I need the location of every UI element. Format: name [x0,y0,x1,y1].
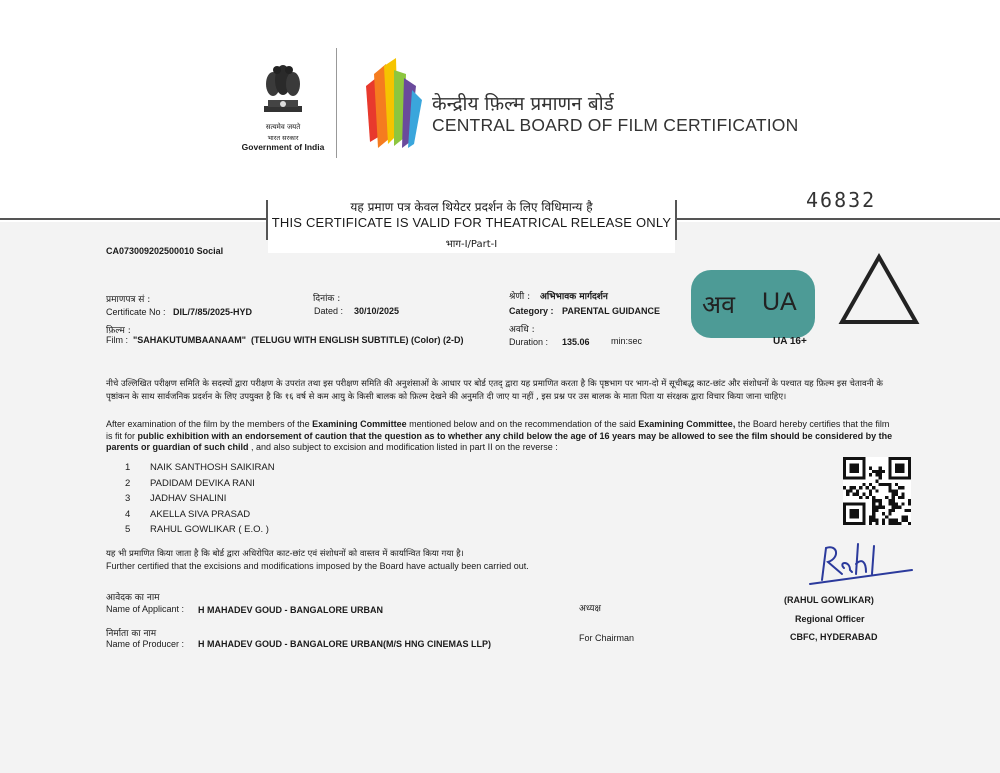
government-emblem [258,60,308,122]
cert-no-label-hindi: प्रमाणपत्र सं : [106,295,151,305]
film-label: Film : [106,335,128,345]
cbfc-logo [364,56,424,156]
film-label-hindi: फ़िल्म : [106,326,131,336]
date-value: 30/10/2025 [354,306,400,316]
applicant-label-hindi: आवेदक का नाम [106,593,160,603]
chairman-hindi: अध्यक्ष [579,604,601,614]
rating-badge-english: UA [762,288,797,316]
list-item: 4 AKELLA SIVA PRASAD [125,508,251,520]
applicant-label: Name of Applicant : [106,604,185,614]
category-label: Category : [509,306,554,316]
further-certified-english: Further certified that the excisions and modifications imposed by the Board have actually been carried out. [106,561,529,571]
committee-members-list [125,460,275,538]
date-label-hindi: दिनांक : [313,294,341,304]
banner-rule-left [0,218,268,220]
producer-label-hindi: निर्माता का नाम [106,629,157,639]
signatory-title: Regional Officer [795,614,865,624]
cert-no-label: Certificate No : [106,307,166,317]
applicant-value: H MAHADEV GOUD - BANGALORE URBAN [198,605,383,615]
hindi-certification-text: नीचे उल्लिखित परीक्षण समिति के सदस्यों द्वारा परीक्षण के उपरांत तथा इस परीक्षण समिति की अनुशंसाओं के आधार पर बोर्ड एतद् द्वारा यह प्रमाणित करता है कि पृष्ठभाग पर भाग-दो में सूचीबद्ध काट-छांट और संशोधनों के पश्चात यह फ़िल्म इस चेतावनी के पृष्ठांकन के साथ सार्वजनिक प्रदर्शन के लिए उपयुक्त है कि १६ वर्ष से कम आयु के किसी बालक को फ़िल्म देखने की अनुमति दी जाए या नहीं , इस प्रश्न पर उस बालक के माता पिता या संरक्षक द्वारा विचार किया जाना चाहिए। [106,379,883,402]
board-name-english: CENTRAL BOARD OF FILM CERTIFICATION [432,115,799,135]
duration-label-hindi: अवधि : [509,325,535,335]
duration-label: Duration : [509,337,549,347]
rating-badge-hindi: अव [702,290,736,319]
category-label-hindi: श्रेणी : [509,292,531,302]
govt-hindi: भारत सरकार [267,134,299,142]
govt-english: Government of India [241,142,325,152]
signatory-office: CBFC, HYDERABAD [790,632,878,642]
producer-label: Name of Producer : [106,639,185,649]
producer-value: H MAHADEV GOUD - BANGALORE URBAN(M/S HNG CINEMAS LLP) [198,639,491,649]
banner-rule-right [675,218,1000,220]
further-certified-hindi: यह भी प्रमाणित किया जाता है कि बोर्ड द्वारा अधिरोपित काट-छांट एवं संशोधनों को वास्तव में कार्यान्वित किया गया है। [106,549,464,559]
signature [808,540,918,590]
category-value-hindi: अभिभावक मार्गदर्शन [540,292,608,302]
film-value: "SAHAKUTUMBAANAAM" (TELUGU WITH ENGLISH SUBTITLE) (Color) (2-D) [133,335,464,345]
duration-value: 135.06 [562,337,590,347]
list-item: 2 PADIDAM DEVIKA RANI [125,477,255,489]
rating-label: UA 16+ [773,336,807,347]
category-value: PARENTAL GUIDANCE [562,306,661,316]
english-certification-text: After examination of the film by the members of the Examining Committee mentioned below and on the recommendation of the said Examining Committee, the Board hereby certifies that the film is fit for public exhibition with an endorsement of caution that the question as to whether any child below the age of 16 years may be allowed to see the film should be considered by the parents or guardian of such child , and also subject to excision and modification listed in part II on the reverse : [106,419,893,452]
serial-number: 46832 [806,188,877,212]
reference-code: CA073009202500010 Social [106,246,224,256]
validity-hindi: यह प्रमाण पत्र केवल थियेटर प्रदर्शन के लिए विधिमान्य है [350,200,593,214]
part-label: भाग-I/Part-I [445,239,498,250]
cert-no-value: DIL/7/85/2025-HYD [173,307,253,317]
list-item: 1 NAIK SANTHOSH SAIKIRAN [125,462,275,473]
list-item: 3 JADHAV SHALINI [125,493,227,504]
validity-english: THIS CERTIFICATE IS VALID FOR THEATRICAL RELEASE ONLY [271,215,672,230]
emblem-motto: सत्यमेव जयते [265,123,301,131]
warning-triangle-icon [838,252,920,326]
header-divider [336,48,337,158]
list-item: 5 RAHUL GOWLIKAR ( E.O. ) [125,524,269,535]
banner-bracket-right [675,200,677,240]
date-label: Dated : [314,306,344,316]
board-name-hindi: केन्द्रीय फ़िल्म प्रमाणन बोर्ड [432,93,614,115]
qr-code [843,457,911,525]
signatory-name: (RAHUL GOWLIKAR) [784,595,874,605]
duration-unit: min:sec [611,336,643,346]
chairman-english: For Chairman [579,633,635,643]
